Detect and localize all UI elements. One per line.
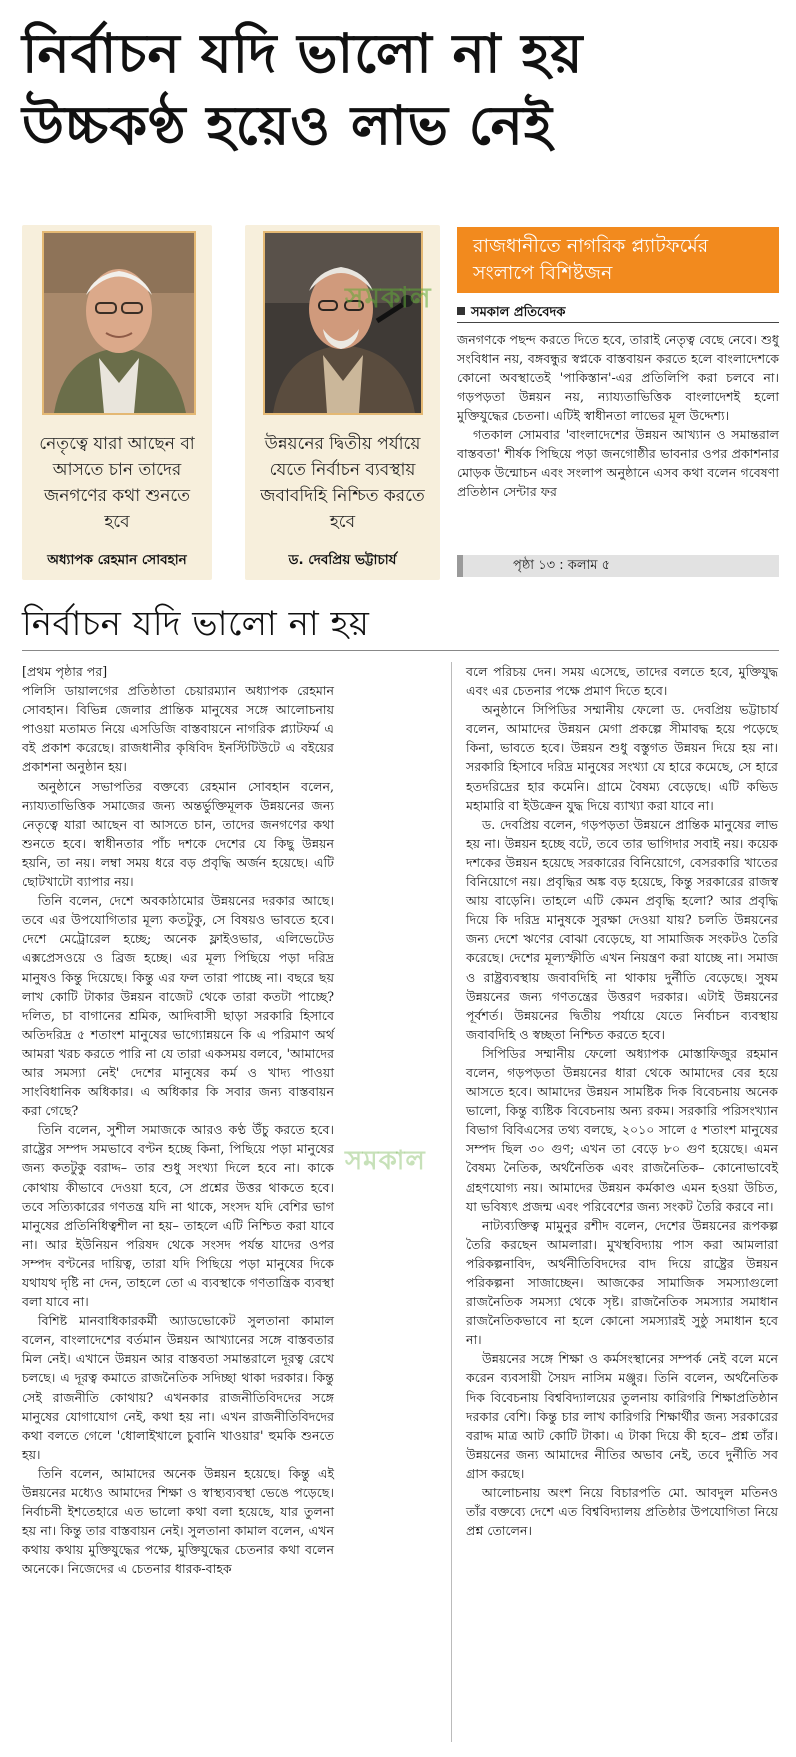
- article-paragraph: উন্নয়নের সঙ্গে শিক্ষা ও কর্মসংস্থানের সম্পর্ক নেই বলে মনে করেন ব্যবসায়ী সৈয়দ নাসিম মঞ্জুর। তিনি বলেন, অর্থনৈতিক দিক বিবেচনায় বিশ্ববিদ্যালয়ের তুলনায় কারিগরি শিক্ষাপ্রতিষ্ঠান দরকার বেশি। কিন্তু চার লাখ কারিগরি শিক্ষার্থীর জন্য সরকারের বরাদ্দ মাত্র আট কোটি টাকা। এ টাকা দিয়ে কী হবে– প্রশ্ন তাঁর। উন্নয়নের জন্য আমাদের নীতির অভাব নেই, তবে দুর্নীতি সব গ্রাস করছে।: [466, 1351, 778, 1481]
- watermark-logo: সমকাল: [345, 1146, 426, 1176]
- portrait-illustration: [44, 233, 194, 413]
- lead-paragraph: গতকাল সোমবার 'বাংলাদেশের উন্নয়ন আখ্যান ও সমান্তরাল বাস্তবতা' শীর্ষক পিছিয়ে পড়া জনগোষ্ঠীর ভাবনার ওপর প্রকাশনার মোড়ক উন্মোচন এবং সংলাপ অনুষ্ঠানে এসব কথা বলেন গবেষণা প্রতিষ্ঠান সেন্টার ফর: [457, 427, 779, 499]
- quote-sobhan: নেতৃত্বে যারা আছেন বা আসতে চান তাদের জনগণের কথা শুনতে হবে: [39, 434, 195, 532]
- continuation-title: নির্বাচন যদি ভালো না হয়: [22, 604, 370, 644]
- article-paragraph: তিনি বলেন, সুশীল সমাজকে আরও কণ্ঠ উঁচু করতে হবে। রাষ্ট্রের সম্পদ সমভাবে বণ্টন হচ্ছে কিনা, পিছিয়ে পড়া মানুষের জন্য কতটুকু বরাদ্দ– তার শুধু সংখ্যা দিলে হবে না। কাকে কোথায় কীভাবে দেওয়া হবে, সে প্রশ্নের উত্তর থাকতে হবে। তবে সত্যিকারের গণতন্ত্র যদি না থাকে, সংসদ যদি বেশির ভাগ মানুষের প্রতিনিধিত্বশীল না হয়– তাহলে এটি নিশ্চিত করা যাবে না। আর ইউনিয়ন পরিষদ থেকে সংসদ পর্যন্ত যাদের ওপর সম্পদ বণ্টনের দায়িত্ব, তারা যদি পিছিয়ে পড়া মানুষের দিকে যথাযথ দৃষ্টি না দেন, তাহলে তো এ ব্যবস্থাকে গণতান্ত্রিক ব্যবস্থা বলা যাবে না।: [22, 1122, 334, 1310]
- divider-line: [22, 650, 779, 651]
- byline-sobhan: অধ্যাপক রেহমান সোবহান: [47, 552, 187, 568]
- headline: [22, 18, 782, 162]
- column-divider: [451, 662, 452, 1742]
- portrait-photo-sobhan: [42, 231, 196, 415]
- article-paragraph: বিশিষ্ট মানবাধিকারকর্মী অ্যাডভোকেট সুলতানা কামাল বলেন, বাংলাদেশের বর্তমান উন্নয়ন আখ্যানের সঙ্গে বাস্তবতার মিল নেই। এখানে উন্নয়ন আর বাস্তবতা সমান্তরালে দূরত্ব রেখে চলছে। এ দূরত্ব কমাতে রাজনৈতিক সদিচ্ছা থাকা দরকার। কিন্তু সেই রাজনীতি কোথায়? এখনকার রাজনীতিবিদদের সঙ্গে মানুষের যোগাযোগ নেই, কথা হয় না। এখন রাজনীতিবিদদের কথা বলতে গেলে 'ধোলাইখালে চুবানি খাওয়ার' হুমকি শুনতে হয়।: [22, 1313, 334, 1462]
- divider-line: [457, 322, 779, 323]
- article-paragraph: ড. দেবপ্রিয় বলেন, গড়পড়তা উন্নয়নে প্রান্তিক মানুষের লাভ হয় না। উন্নয়ন হচ্ছে বটে, তবে তার ভাগিদার সবাই নয়। কয়েক দশকের উন্নয়ন হয়েছে সরকারের বিনিয়োগে, বেসরকারি খাতের বিনিয়োগে নয়। প্রবৃদ্ধির অঙ্ক বড় হয়েছে, কিন্তু সরকারের রাজস্ব আয় বাড়েনি। তাহলে এটি কেমন প্রবৃদ্ধি হলো? আর প্রবৃদ্ধি দিয়ে কি দরিদ্র মানুষকে সুরক্ষা দেওয়া যায়? চলতি উন্নয়নের জন্য দেশে ঋণের বোঝা বেড়েছে, যা সামাজিক সংকটও তৈরি করেছে। দেশের মূল্যস্ফীতি এখন নিয়ন্ত্রণ করা যাচ্ছে না। সমাজ ও রাষ্ট্রব্যবস্থায় জবাবদিহি না থাকায় দুর্নীতি বেড়েছে। সুষম উন্নয়নের জন্য গণতন্ত্রের উত্তরণ দরকার। এটাই উন্নয়নের পূর্বশর্ত। উন্নয়নের দ্বিতীয় পর্যায়ে যেতে নির্বাচন ব্যবস্থায় জবাবদিহি ও স্বচ্ছতা নিশ্চিত করতে হবে।: [466, 816, 778, 1042]
- lead-paragraph: জনগণকে পছন্দ করতে দিতে হবে, তারাই নেতৃত্ব বেছে নেবে। শুধু সংবিধান নয়, বঙ্গবন্ধুর স্বপ্নকে বাস্তবায়ন করতে হলে বাংলাদেশকে কোনো অবস্থাতেই 'পাকিস্তান'-এর প্রতিলিপি করা চলবে না। গড়পড়তা উন্নয়ন নয়, ন্যায্যতাভিত্তিক বাংলাদেশই হলো মুক্তিযুদ্ধের চেতনা। এটিই স্বাধীনতা লাভের মূল উদ্দেশ্য।: [457, 332, 779, 423]
- article-paragraph: অনুষ্ঠানে সভাপতির বক্তব্যে রেহমান সোবহান বলেন, ন্যায্যতাভিত্তিক সমাজের জন্য অন্তর্ভুক্তিমূলক উন্নয়নের জন্য নেতৃত্বে যারা আছেন বা আসতে চান, তাদের জনগণের কথা শুনতে হবে। স্বাধীনতার পাঁচ দশকে দেশের যে কিছু উন্নয়ন হয়নি, তা নয়। লম্বা সময় ধরে বড় প্রবৃদ্ধি অর্জন হয়েছে। এটি ছোটখাটো ব্যাপার নয়।: [22, 778, 334, 890]
- quote-debapriya: উন্নয়নের দ্বিতীয় পর্যায়ে যেতে নির্বাচন ব্যবস্থায় জবাবদিহি নিশ্চিত করতে হবে: [260, 434, 425, 532]
- article-paragraph: সিপিডির সম্মানীয় ফেলো অধ্যাপক মোস্তাফিজুর রহমান বলেন, গড়পড়তা উন্নয়নের ধারা থেকে আমাদের বের হয়ে আসতে হবে। আমাদের উন্নয়ন সামষ্টিক দিক বিবেচনায় অনেক ভালো, কিন্তু ব্যষ্টিক বিবেচনায় অন্য রকম। সরকারি পরিসংখ্যান বিভাগ বিবিএসের তথ্য বলছে, ২০১০ সালে ৫ শতাংশ মানুষের সম্পদ ছিল ৩০ গুণ; এখন তা বেড়ে ৮০ গুণ হয়েছে। এমন বৈষম্য নৈতিক, অর্থনৈতিক এবং রাজনৈতিক– কোনোভাবেই গ্রহণযোগ্য নয়। আমাদের উন্নয়ন কর্মকাণ্ড এমন হওয়া উচিত, যা ভবিষ্যৎ প্রজন্ম এবং পরিবেশের জন্য সংকট তৈরি করবে না।: [466, 1045, 778, 1214]
- article-column-right: [466, 662, 778, 1540]
- photo-card-sobhan: [22, 225, 212, 580]
- article-paragraph: [প্রথম পৃষ্ঠার পর]: [22, 664, 108, 679]
- reporter-credit: সমকাল প্রতিবেদক: [457, 303, 565, 324]
- article-paragraph: অনুষ্ঠানে সিপিডির সম্মানীয় ফেলো ড. দেবপ্রিয় ভট্টাচার্য বলেন, আমাদের উন্নয়ন মেগা প্রকল্পে সীমাবদ্ধ হয়ে পড়েছে কিনা, ভাবতে হবে। উন্নয়ন শুধু বস্তুগত উন্নয়ন দিয়ে হয় না। সরকারি হিসাবে দরিদ্র মানুষের সংখ্যা যে হারে কমেছে, সে হারে হতদরিদ্রের হার কমেনি। গ্রামে বৈষম্য বেড়েছে। এটি কভিড মহামারি বা ইউক্রেন যুদ্ধ দিয়ে ব্যাখ্যা করা যাবে না।: [466, 702, 778, 813]
- article-paragraph: পলিসি ডায়ালগের প্রতিষ্ঠাতা চেয়ারম্যান অধ্যাপক রেহমান সোবহান। বিভিন্ন জেলার প্রান্তিক মানুষের সঙ্গে আলোচনায় পাওয়া মতামত নিয়ে এসডিজি বাস্তবায়নে নাগরিক প্ল্যাটফর্ম এ বই প্রকাশ করেছে। রাজধানীর কৃষিবিদ ইনস্টিটিউটে এ বইয়ের প্রকাশনা অনুষ্ঠান হয়।: [22, 683, 334, 775]
- portrait-illustration: [265, 233, 421, 413]
- sub-headline-banner: রাজধানীতে নাগরিক প্ল্যাটফর্মের সংলাপে বিশিষ্টজন: [457, 227, 779, 293]
- article-paragraph: নাট্যব্যক্তিত্ব মামুনুর রশীদ বলেন, দেশের উন্নয়নের রূপকল্প তৈরি করছেন আমলারা। মুখস্থবিদ্যায় পাস করা আমলারা পরিকল্পনাবিদ, অর্থনীতিবিদদের বাদ দিয়ে রাষ্ট্রের উন্নয়ন পরিকল্পনা সাজাচ্ছেন। আজকের সামাজিক সমস্যাগুলো রাজনৈতিক সমস্যা থেকে সৃষ্ট। রাজনৈতিক সমস্যার সমাধান রাজনৈতিকভাবে না হলে কোনো সমস্যারই সুষ্ঠু সমাধান হবে না।: [466, 1217, 778, 1348]
- article-paragraph: বলে পরিচয় দেন। সময় এসেছে, তাদের বলতে হবে, মুক্তিযুদ্ধ এবং এর চেতনার পক্ষে প্রমাণ দিতে হবে।: [466, 664, 778, 699]
- portrait-photo-debapriya: [263, 231, 423, 415]
- article-paragraph: তিনি বলেন, দেশে অবকাঠামোর উন্নয়নের দরকার আছে। তবে এর উপযোগিতার মূল্য কতটুকু, সে বিষয়ও ভাবতে হবে। দেশে মেট্রোরেল হচ্ছে; অনেক ফ্লাইওভার, এলিভেটেড এক্সপ্রেসওয়ে ও ব্রিজ হচ্ছে। এর মূল্য পিছিয়ে পড়া দরিদ্র মানুষও কিন্তু দিয়েছে। কিন্তু এর ফল তারা পাচ্ছে না। বছরে ছয় লাখ কোটি টাকার উন্নয়ন বাজেট থেকে তারা কতটা পাচ্ছে? দলিত, চা বাগানের শ্রমিক, আদিবাসী ছাড়া সরকারি হিসাবে অতিদরিদ্র ৫ শতাংশ মানুষের ভাগ্যোন্নয়নে কি এ পরিমাণ অর্থ আমরা খরচ করতে পারি না যে তারা একসময় বলবে, 'আমাদের আর সমস্যা নেই' দেশের মানুষের কর্ম ও খাদ্য পাওয়া সাংবিধানিক অধিকার। এ অধিকার কি সবার জন্য বাস্তবায়ন করা গেছে?: [22, 893, 334, 1119]
- article-paragraph: আলোচনায় অংশ নিয়ে বিচারপতি মো. আবদুল মতিনও তাঁর বক্তব্যে দেশে এত বিশ্ববিদ্যালয় প্রতিষ্ঠার উপযোগিতা নিয়ে প্রশ্ন তোলেন।: [466, 1485, 778, 1539]
- article-paragraph: তিনি বলেন, আমাদের অনেক উন্নয়ন হয়েছে। কিন্তু এই উন্নয়নের মধ্যেও আমাদের শিক্ষা ও স্বাস্থ্যব্যবস্থা ভেঙে পড়েছে। নির্বাচনী ইশতেহারে এত ভালো কথা বলা হয়েছে, যার তুলনা হয় না। কিন্তু তার বাস্তবায়ন নেই। সুলতানা কামাল বলেন, এখন কথায় কথায় মুক্তিযুদ্ধের পক্ষে, মুক্তিযুদ্ধের চেতনার কথা বলেন অনেকে। নিজেদের এ চেতনার ধারক-বাহক: [22, 1465, 334, 1577]
- headline-line-2: উচ্চকণ্ঠ হয়েও লাভ নেই: [22, 94, 553, 157]
- lead-text: [457, 330, 779, 501]
- watermark-logo: সমকাল: [345, 281, 432, 314]
- page-jump-reference: পৃষ্ঠা ১৩ : কলাম ৫: [457, 555, 779, 577]
- byline-debapriya: ড. দেবপ্রিয় ভট্টাচার্য: [288, 552, 397, 568]
- headline-line-1: নির্বাচন যদি ভালো না হয়: [22, 22, 584, 85]
- article-column-left: [22, 662, 334, 1579]
